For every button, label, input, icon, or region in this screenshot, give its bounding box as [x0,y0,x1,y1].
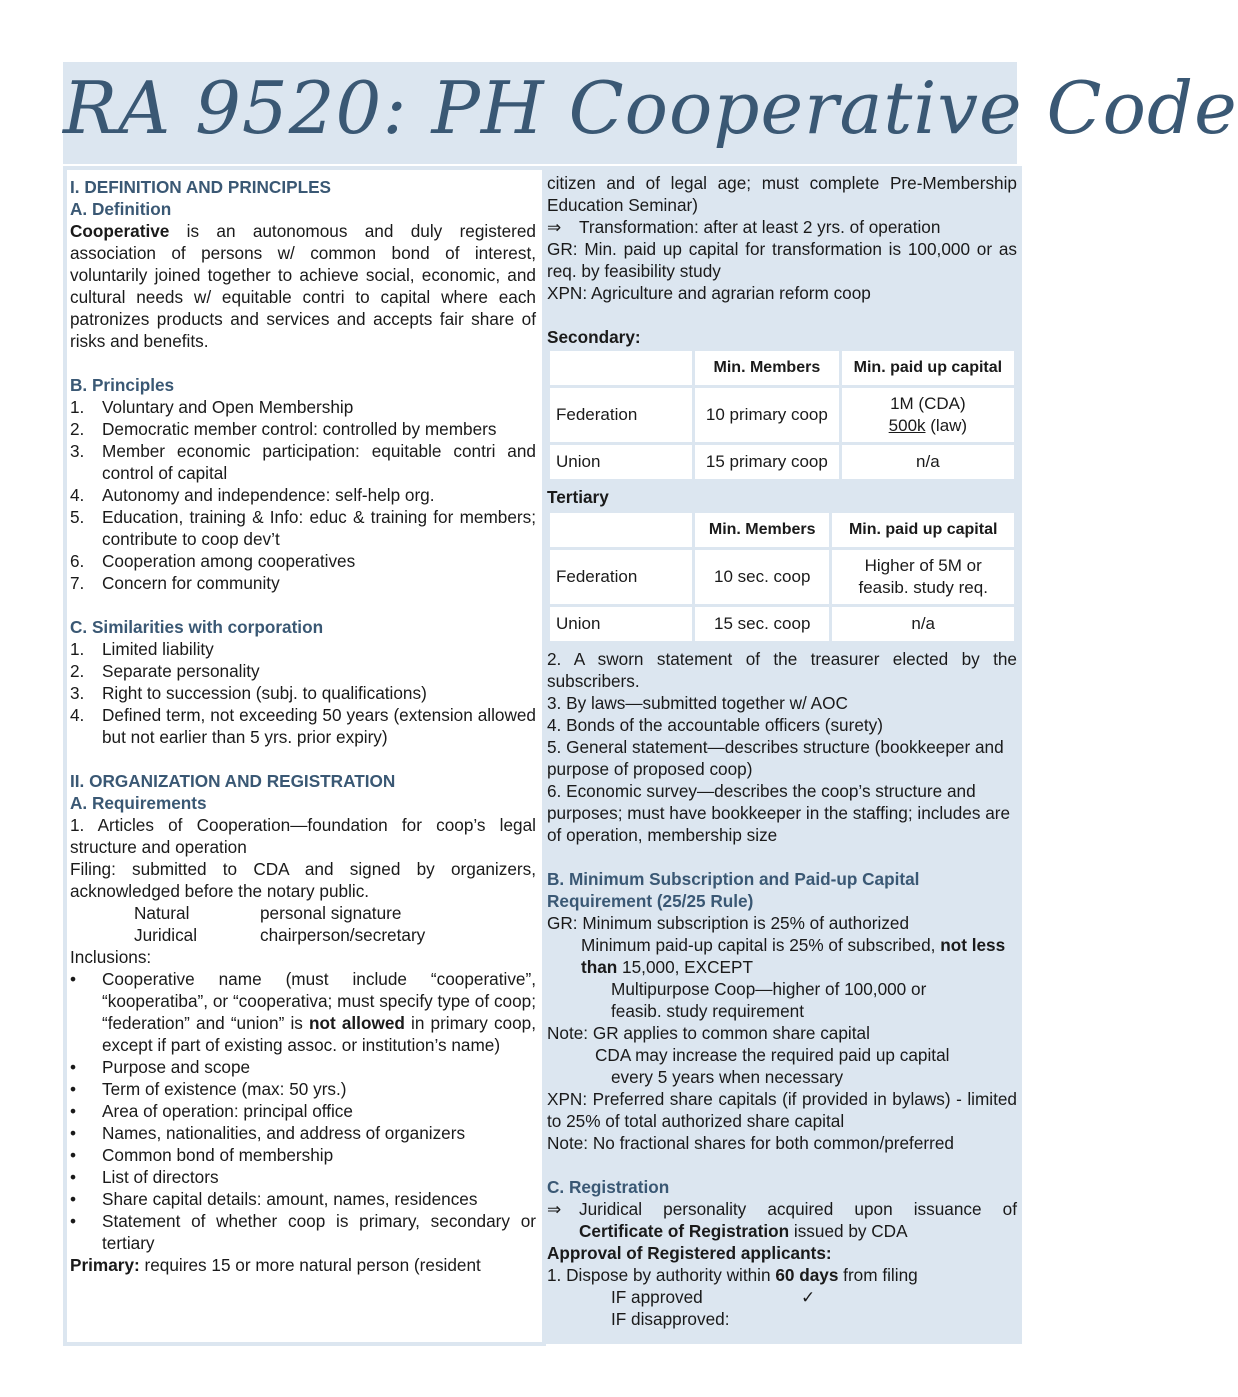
if-approved-row: IF approved ✓ [611,1287,816,1307]
table-row: Union 15 sec. coop n/a [549,606,1016,643]
list-item: 6. Cooperation among cooperatives [70,551,356,571]
check-icon: ✓ [801,1287,816,1307]
xpn-preferred: XPN: Preferred share capitals (if provided in bylaws) - limited to 25% of total authorized share capital [547,1089,1017,1131]
tertiary-label: Tertiary [547,487,609,507]
list-item: 1. Limited liability [70,639,214,659]
list-item: • Cooperative name (must include “cooperative”, “kooperatiba”, or “cooperativa; must specify type of coop; “federation” and “union” is not allowed in primary coop, except if part of existing assoc. or institution’s name) [70,969,536,1055]
req-item-3: 3. By laws—submitted together w/ AOC [547,693,848,713]
subheading-requirements: A. Requirements [70,793,207,813]
list-item: 2. Separate personality [70,661,260,681]
list-item: • List of directors [70,1167,219,1187]
primary-paragraph: Primary: requires 15 or more natural person (resident [70,1255,481,1275]
table-header-row: Min. Members Min. paid up capital [549,512,1016,549]
left-column [63,166,546,1346]
arrow-icon: ⇒ [547,1199,562,1219]
section-heading-organization: II. ORGANIZATION AND REGISTRATION [70,771,396,791]
xpn-agriculture: XPN: Agriculture and agrarian reform coop [547,283,871,303]
articles-paragraph: 1. Articles of Cooperation—foundation for coop’s legal structure and operation [70,815,536,857]
primary-continued: citizen and of legal age; must complete Pre-Membership Education Seminar) [547,173,1017,215]
list-item: 3. Right to succession (subj. to qualifications) [70,683,427,703]
inclusions-label: Inclusions: [70,947,152,967]
page-title: RA 9520: PH Cooperative Code [63,66,1238,150]
natural-row: Natural personal signature [134,903,402,923]
tertiary-table [547,510,1017,644]
req-item-4: 4. Bonds of the accountable officers (surety) [547,715,883,735]
list-item: 5. Education, training & Info: educ & training for members; contribute to coop dev’t [70,507,536,549]
list-item: • Share capital details: amount, names, residences [70,1189,478,1209]
table-row: Union 15 primary coop n/a [549,444,1016,481]
req-item-5: 5. General statement—describes structure (bookkeeper and purpose of proposed coop) [547,737,1004,779]
transformation-line: ⇒ Transformation: after at least 2 yrs. of operation [547,217,941,237]
multipurpose-line-2: feasib. study requirement [611,1001,804,1021]
right-column [542,166,1022,1344]
note-fractional: Note: No fractional shares for both common/preferred [547,1133,954,1153]
secondary-table [547,348,1017,482]
req-item-6: 6. Economic survey—describes the coop’s structure and purposes; must have bookkeeper in the staffing; includes are of operation, membership size [547,781,1011,845]
note-common-share: Note: GR applies to common share capital [547,1023,870,1043]
list-item: • Common bond of membership [70,1145,334,1165]
title-band [63,62,1238,164]
subheading-similarities: C. Similarities with corporation [70,617,324,637]
list-item: 7. Concern for community [70,573,280,593]
multipurpose-line-1: Multipurpose Coop—higher of 100,000 or [611,979,927,999]
subheading-definition: A. Definition [70,199,172,219]
list-item: 3. Member economic participation: equitable contri and control of capital [70,441,536,483]
list-item: • Term of existence (max: 50 yrs.) [70,1079,347,1099]
if-disapproved-row: IF disapproved: [611,1309,730,1329]
list-item: 2. Democratic member control: controlled by members [70,419,497,439]
paidup-line: Minimum paid-up capital is 25% of subscribed, not less than 15,000, EXCEPT [581,935,1006,977]
filing-paragraph: Filing: submitted to CDA and signed by organizers, acknowledged before the notary public. [70,859,536,901]
definition-term: Cooperative [70,221,170,241]
dispose-line: 1. Dispose by authority within 60 days from filing [547,1265,918,1285]
table-row: Federation 10 sec. coop Higher of 5M or feasib. study req. [549,549,1016,606]
list-item: • Purpose and scope [70,1057,251,1077]
arrow-icon: ⇒ [547,217,562,237]
list-item: 4. Autonomy and independence: self-help org. [70,485,435,505]
table-header-row: Min. Members Min. paid up capital [549,350,1016,387]
cda-line-1: CDA may increase the required paid up capital [595,1045,950,1065]
list-item: • Statement of whether coop is primary, secondary or tertiary [70,1211,536,1253]
definition-text: is an autonomous and duly registered association of persons w/ common bond of interest, voluntarily joined together to achieve social, economic, and cultural needs w/ equitable contri to capital where each patronizes products and services and accepts fair share of risks and benefits. [70,221,536,351]
subheading-minimum-subscription: B. Minimum Subscription and Paid-up Capital Requirement (25/25 Rule) [547,869,920,911]
section-heading-definition-principles: I. DEFINITION AND PRINCIPLES [70,177,332,197]
table-row: Federation 10 primary coop 1M (CDA) 500k (law) [549,387,1016,444]
juridical-row: Juridical chairperson/secretary [134,925,426,945]
list-item: • Names, nationalities, and address of organizers [70,1123,466,1143]
list-item: • Area of operation: principal office [70,1101,353,1121]
subheading-registration: C. Registration [547,1177,670,1197]
principles-list [70,396,536,594]
req-item-2: 2. A sworn statement of the treasurer elected by the subscribers. [547,649,1017,691]
approval-label: Approval of Registered applicants: [547,1243,832,1263]
secondary-label: Secondary: [547,327,641,347]
cda-line-2: every 5 years when necessary [611,1067,844,1087]
inclusions-list [70,968,536,1254]
subheading-principles: B. Principles [70,375,175,395]
gr-subscription: GR: Minimum subscription is 25% of authorized [547,913,910,933]
similarities-list [70,638,536,748]
list-item: 4. Defined term, not exceeding 50 years (extension allowed but not earlier than 5 yrs. prior expiry) [70,705,536,747]
definition-paragraph [70,220,536,352]
juridical-personality-line: ⇒ Juridical personality acquired upon issuance of Certificate of Registration issued by CDA [547,1199,1017,1241]
gr-transformation: GR: Min. paid up capital for transformation is 100,000 or as req. by feasibility study [547,239,1017,281]
list-item: 1. Voluntary and Open Membership [70,397,354,417]
